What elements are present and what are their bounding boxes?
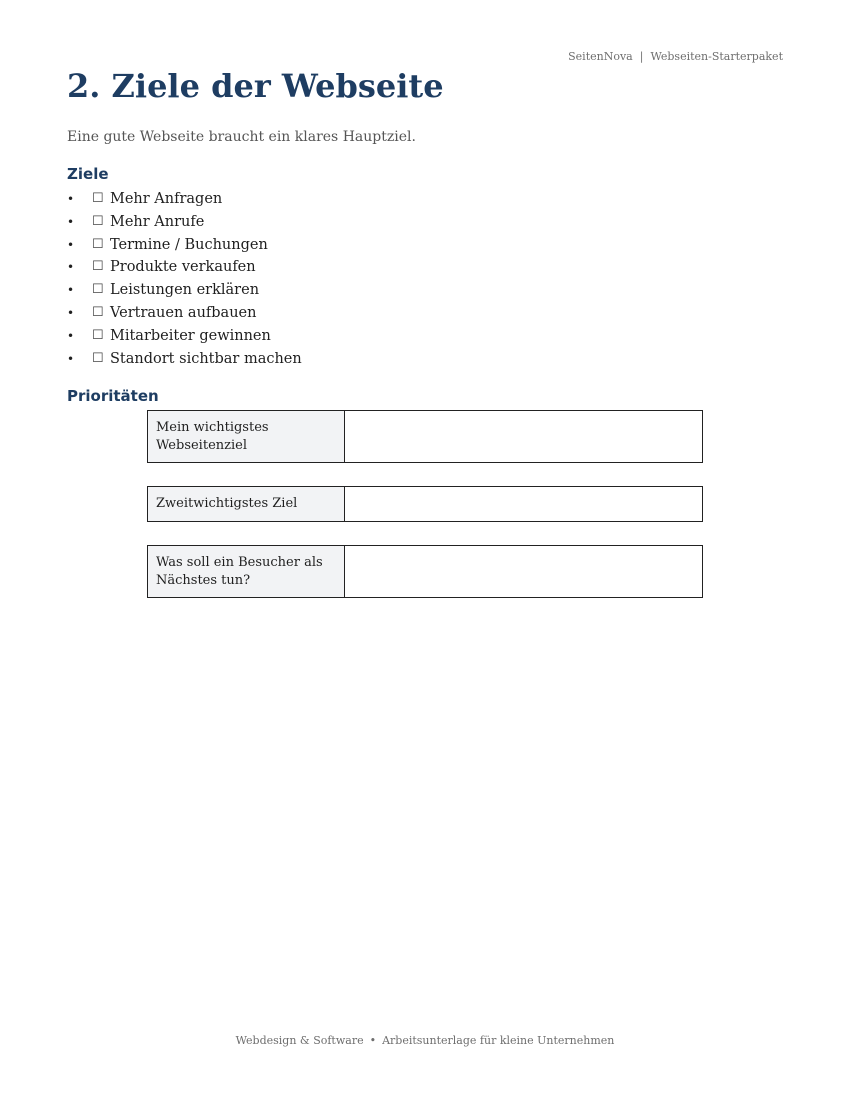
- priority-answer-cell[interactable]: [345, 411, 703, 463]
- checkbox-icon[interactable]: ☐: [92, 304, 104, 320]
- priority-label: Zweitwichtigstes Ziel: [148, 487, 345, 522]
- goals-heading: Ziele: [67, 165, 109, 183]
- priority-row: [148, 487, 703, 522]
- goal-label: Leistungen erklären: [110, 282, 260, 299]
- checkbox-icon[interactable]: ☐: [92, 282, 104, 298]
- header-document-name: Webseiten-Starterpaket: [650, 50, 783, 63]
- priority-table-second-goal: [147, 486, 703, 522]
- goal-label: Mitarbeiter gewinnen: [110, 327, 271, 344]
- bullet-icon: •: [67, 283, 75, 298]
- bullet-icon: •: [67, 305, 75, 320]
- goal-label: Termine / Buchungen: [110, 236, 268, 253]
- bullet-icon: •: [67, 214, 75, 229]
- goal-label: Produkte verkaufen: [110, 259, 256, 276]
- goal-label: Vertrauen aufbauen: [110, 304, 257, 321]
- bullet-icon: •: [67, 328, 75, 343]
- bullet-icon: •: [67, 351, 75, 366]
- goal-label: Mehr Anfragen: [110, 191, 223, 207]
- priority-table-next-action: [147, 545, 703, 598]
- checkbox-icon[interactable]: ☐: [92, 191, 104, 206]
- priority-answer-cell[interactable]: [345, 546, 703, 598]
- header-separator: |: [639, 50, 644, 63]
- priority-label: Mein wichtigstes Webseitenziel: [148, 411, 345, 463]
- priority-row: [148, 411, 703, 463]
- checkbox-icon[interactable]: ☐: [92, 236, 104, 252]
- intro-text: Eine gute Webseite braucht ein klares Hauptziel.: [67, 129, 416, 145]
- checkbox-icon[interactable]: ☐: [92, 213, 104, 229]
- footer-separator: •: [369, 1034, 377, 1047]
- checkbox-icon[interactable]: ☐: [92, 259, 104, 275]
- checkbox-icon[interactable]: ☐: [92, 327, 104, 343]
- priority-answer-cell[interactable]: [345, 487, 703, 522]
- priority-row: [148, 546, 703, 598]
- bullet-icon: •: [67, 260, 75, 275]
- header-brand: SeitenNova: [568, 50, 633, 63]
- page-footer: [0, 1034, 850, 1047]
- second-goal-field[interactable]: [353, 499, 694, 514]
- checkbox-icon[interactable]: ☐: [92, 350, 104, 366]
- goal-label: Mehr Anrufe: [110, 213, 205, 230]
- main-goal-field[interactable]: [353, 431, 694, 446]
- next-action-field[interactable]: [353, 566, 694, 581]
- bullet-icon: •: [67, 237, 75, 252]
- page-title: 2. Ziele der Webseite: [67, 67, 444, 105]
- footer-right: Arbeitsunterlage für kleine Unternehmen: [382, 1034, 615, 1047]
- priority-label: Was soll ein Besucher als Nächstes tun?: [148, 546, 345, 598]
- bullet-icon: •: [67, 192, 75, 206]
- page-header: [568, 50, 783, 63]
- goal-label: Standort sichtbar machen: [110, 350, 302, 367]
- priorities-heading: Prioritäten: [67, 387, 159, 405]
- priority-table-main-goal: [147, 410, 703, 463]
- footer-left: Webdesign & Software: [235, 1034, 364, 1047]
